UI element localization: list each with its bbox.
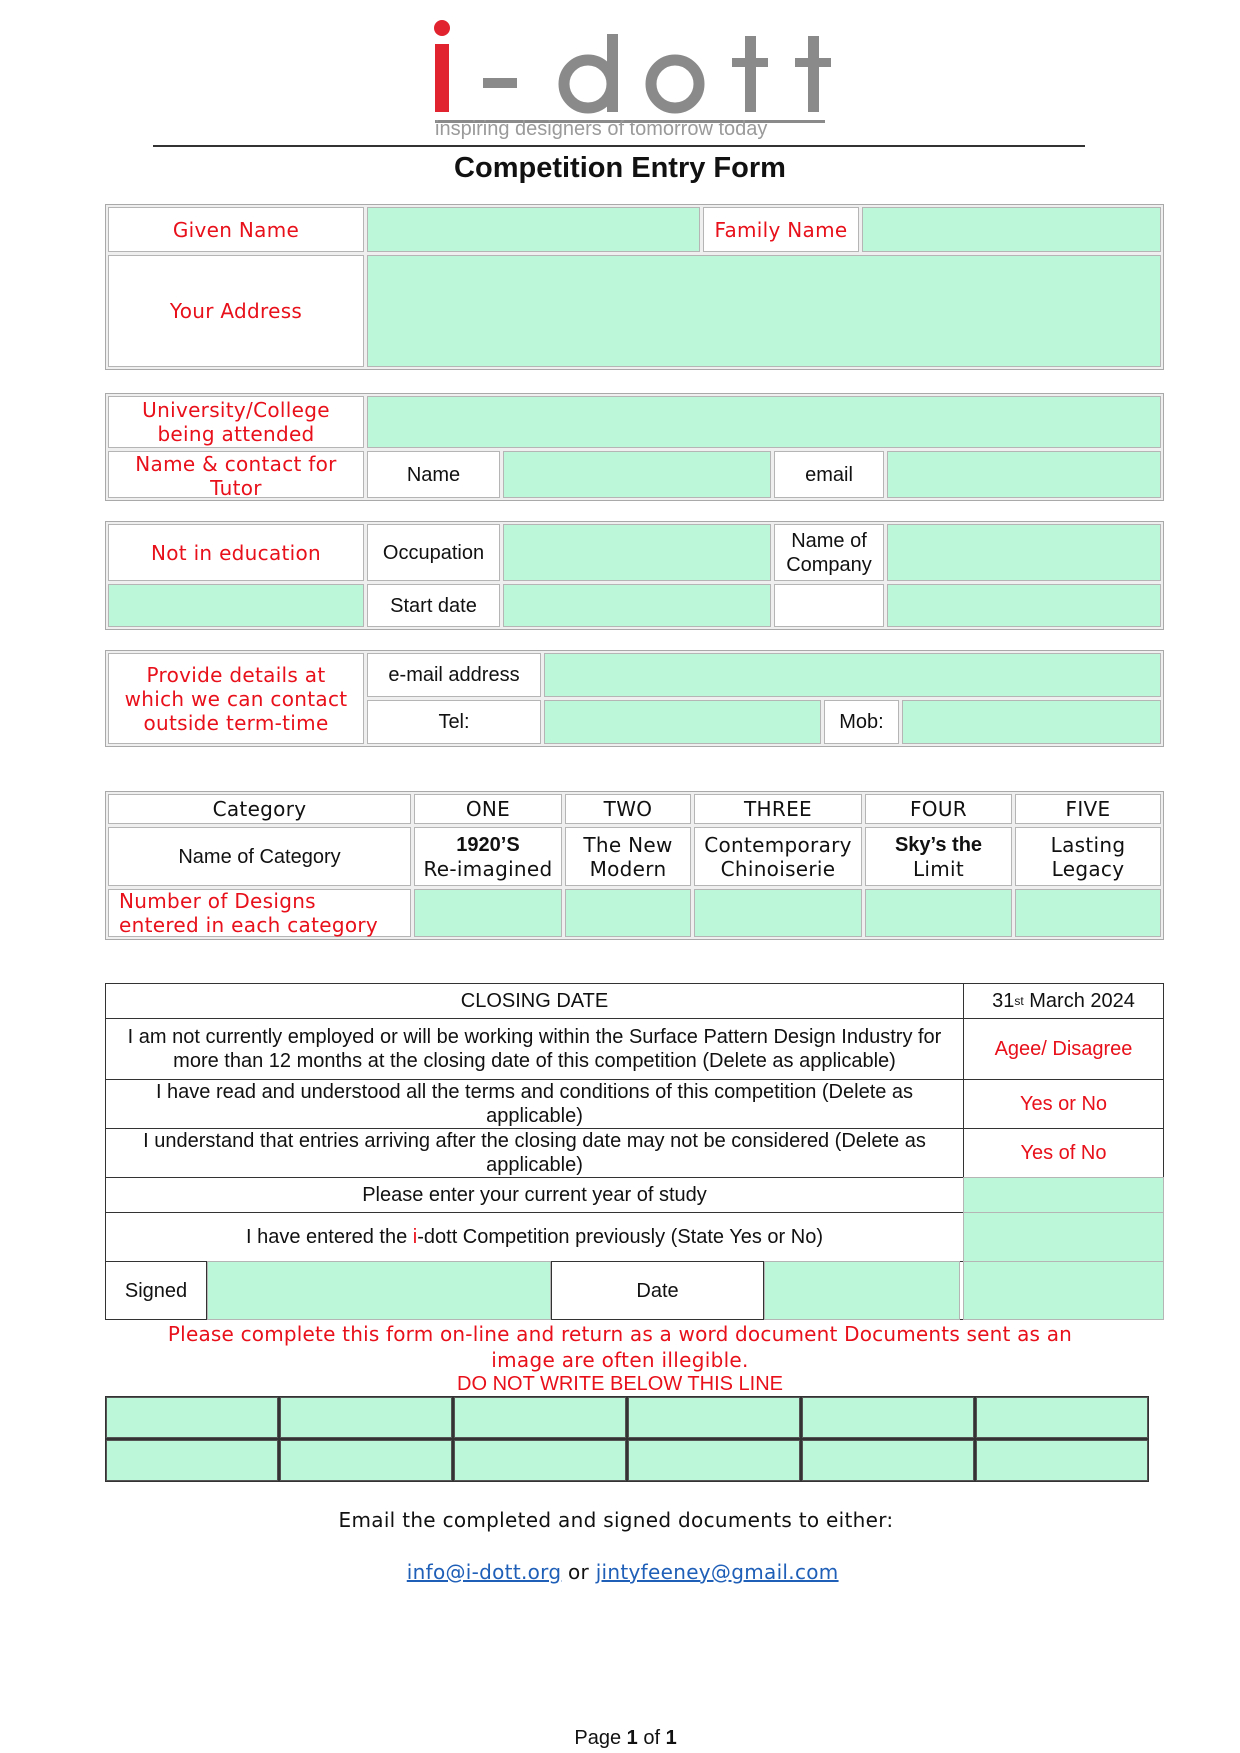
email-link-info[interactable]: info@i-dott.org [406, 1560, 562, 1584]
category-name-label: Name of Category [108, 827, 411, 886]
late-entries-answer[interactable]: Yes of No [963, 1128, 1164, 1178]
email-address-label: e-mail address [367, 653, 541, 697]
designs-count-field[interactable] [414, 889, 562, 937]
year-of-study-field[interactable] [963, 1177, 1164, 1213]
designs-count-field[interactable] [694, 889, 862, 937]
category-name [865, 827, 1012, 886]
category-name-line1: 1920’S [456, 833, 520, 856]
office-use-cell [802, 1397, 974, 1438]
logo [380, 14, 840, 144]
signature-field[interactable] [207, 1261, 551, 1320]
category-name-line1: Contemporary [704, 832, 852, 857]
category-number: THREE [694, 794, 862, 824]
office-use-cell [106, 1440, 278, 1481]
tutor-name-field[interactable] [503, 451, 771, 498]
category-name-line2: Limit [912, 856, 965, 881]
company-field[interactable] [887, 524, 1161, 581]
designs-count-field[interactable] [865, 889, 1012, 937]
designs-count-field[interactable] [565, 889, 691, 937]
tel-field[interactable] [544, 700, 821, 744]
designs-count-label: Number of Designs entered in each category [108, 889, 411, 937]
address-field[interactable] [367, 255, 1161, 367]
office-use-cell [628, 1440, 800, 1481]
page-current: 1 [626, 1727, 638, 1749]
date-label: Date [551, 1261, 764, 1320]
notice-line-2: image are often illegible. [491, 1348, 749, 1372]
office-use-cell [976, 1440, 1148, 1481]
page-prefix: Page [574, 1727, 627, 1749]
notice-line-3: DO NOT WRITE BELOW THIS LINE [457, 1373, 783, 1395]
office-use-cell [280, 1397, 452, 1438]
family-name-field[interactable] [862, 207, 1161, 252]
address-label: Your Address [108, 255, 364, 367]
email-or: or [561, 1560, 596, 1584]
office-use-cell [454, 1397, 626, 1438]
category-name-line1: The New [583, 832, 673, 857]
previous-entry-after: -dott Competition previously (State Yes or No) [417, 1226, 823, 1248]
page-total: 1 [665, 1727, 677, 1749]
not-in-education-field[interactable] [108, 584, 364, 627]
start-date-extra-field[interactable] [887, 584, 1161, 627]
email-address-field[interactable] [544, 653, 1161, 697]
university-field[interactable] [367, 396, 1161, 448]
office-use-cell [454, 1440, 626, 1481]
closing-date-label: CLOSING DATE [105, 983, 964, 1019]
category-number: ONE [414, 794, 562, 824]
company-label: Name of Company [774, 524, 884, 581]
office-use-cell [280, 1440, 452, 1481]
year-of-study-label: Please enter your current year of study [105, 1177, 964, 1213]
category-number: FOUR [865, 794, 1012, 824]
university-label: University/College being attended [108, 396, 364, 448]
given-name-label: Given Name [108, 207, 364, 252]
signed-label: Signed [105, 1261, 207, 1320]
mob-label: Mob: [824, 700, 899, 744]
category-name [1015, 827, 1161, 886]
start-date-field[interactable] [503, 584, 771, 627]
blank-cell [774, 584, 884, 627]
previous-entry-field[interactable] [963, 1212, 1164, 1262]
previous-entry-accent: i [412, 1226, 418, 1248]
category-name-line2: Chinoiserie [720, 856, 836, 881]
email-link-jinty[interactable]: jintyfeeney@gmail.com [595, 1560, 839, 1584]
terms-statement: I have read and understood all the terms and conditions of this competition (Delete as applicable) [105, 1079, 964, 1129]
occupation-label: Occupation [367, 524, 500, 581]
page-number [0, 1699, 1240, 1751]
page-of: of [637, 1727, 666, 1749]
category-name [414, 827, 562, 886]
closing-date-value: 31 st March 2024 [963, 983, 1164, 1019]
office-use-cell [976, 1397, 1148, 1438]
tel-label: Tel: [367, 700, 541, 744]
category-name-line1: Sky’s the [894, 833, 983, 856]
not-in-education-label: Not in education [108, 524, 364, 581]
logo-tagline: inspiring designers of tomorrow today [435, 118, 768, 140]
header-rule [153, 145, 1085, 147]
office-use-cell [106, 1397, 278, 1438]
category-name-line1: Lasting [1050, 832, 1126, 857]
mob-field[interactable] [902, 700, 1161, 744]
category-header-label: Category [108, 794, 411, 824]
date-extra-field[interactable] [963, 1261, 1164, 1320]
office-use-grid [105, 1396, 1149, 1482]
start-date-label: Start date [367, 584, 500, 627]
outside-term-label: Provide details at which we can contact outside term-time [108, 653, 364, 744]
category-name [694, 827, 862, 886]
tutor-email-label: email [774, 451, 884, 498]
closing-day: 31 [992, 990, 1015, 1012]
occupation-field[interactable] [503, 524, 771, 581]
notice-line-1: Please complete this form on-line and return as a word document Documents sent as an [167, 1322, 1073, 1346]
tutor-name-label: Name [367, 451, 500, 498]
category-name-line2: Legacy [1051, 856, 1125, 881]
designs-count-field[interactable] [1015, 889, 1161, 937]
category-name [565, 827, 691, 886]
tutor-email-field[interactable] [887, 451, 1161, 498]
employment-statement: I am not currently employed or will be working within the Surface Pattern Design Industry for more than 12 months at the closing date of this competition (Delete as applicable) [105, 1018, 964, 1080]
date-field[interactable] [764, 1261, 960, 1320]
late-entries-statement: I understand that entries arriving after the closing date may not be considered (Delete as applicable) [105, 1128, 964, 1178]
category-name-line2: Re-imagined [423, 856, 553, 881]
office-use-cell [628, 1397, 800, 1438]
page-title: Competition Entry Form [454, 152, 786, 184]
category-number: TWO [565, 794, 691, 824]
family-name-label: Family Name [703, 207, 859, 252]
category-number: FIVE [1015, 794, 1161, 824]
category-name-line2: Modern [589, 856, 667, 881]
tutor-label: Name & contact for Tutor [108, 451, 364, 498]
employment-answer[interactable]: Agee/ Disagree [963, 1018, 1164, 1080]
terms-answer[interactable]: Yes or No [963, 1079, 1164, 1129]
office-use-cell [802, 1440, 974, 1481]
previous-entry-label [105, 1212, 964, 1262]
email-links [0, 1533, 1232, 1585]
previous-entry-before: I have entered the [245, 1226, 413, 1248]
closing-rest: March 2024 [1023, 990, 1135, 1012]
given-name-field[interactable] [367, 207, 700, 252]
email-instructions: Email the completed and signed documents to either: [338, 1508, 894, 1532]
